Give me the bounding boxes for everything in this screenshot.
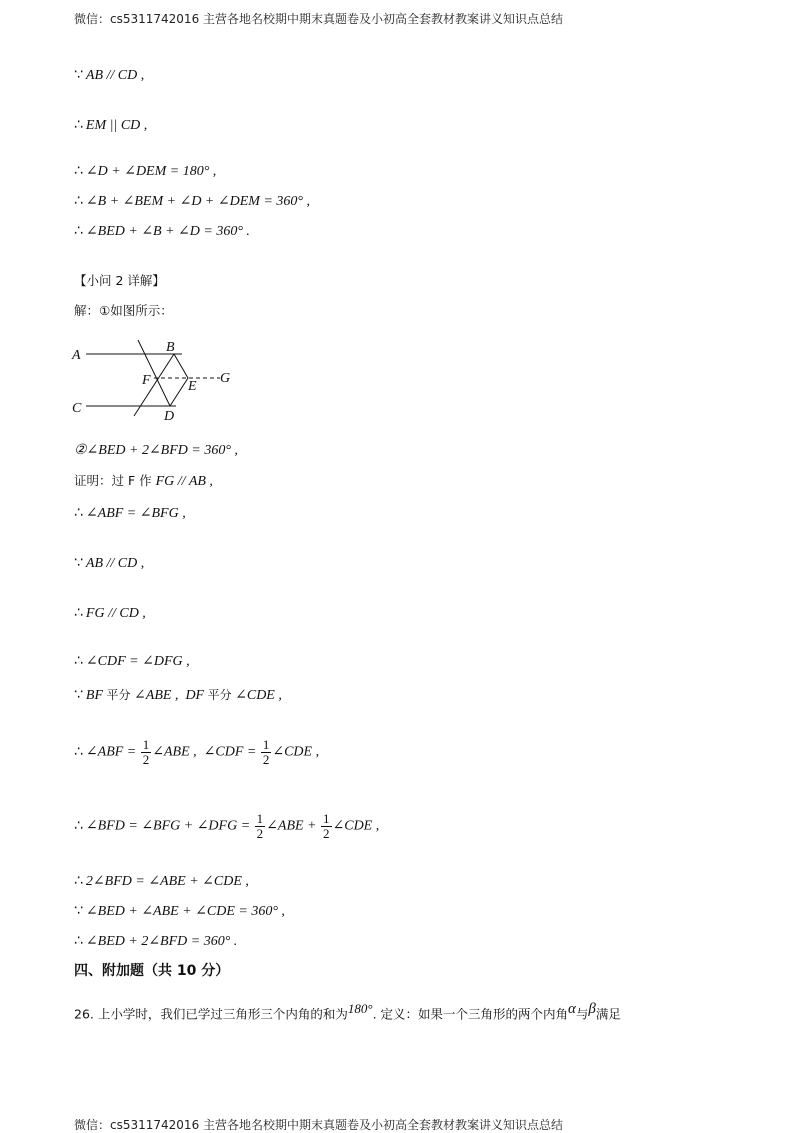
label-b: B	[166, 340, 175, 355]
fraction-one-half: $\frac{1}{2}$	[262, 737, 270, 767]
proof-line-half-angles: ∴ ∠ABF = $\frac{1}{2}$ ∠ABE , ∠CDF = $\frac{1}{2}$ ∠CDE ,	[74, 737, 320, 767]
proof-line-abf-bfg: ∴ ∠ABF = ∠BFG ,	[74, 505, 186, 521]
label-d: D	[164, 409, 175, 424]
fraction-one-half: $\frac{1}{2}$	[323, 811, 330, 841]
label-c: C	[72, 401, 82, 416]
label-e: E	[188, 379, 197, 394]
fraction-one-half: $\frac{1}{2}$	[142, 737, 150, 767]
proof-line-d-dem-180: ∴ ∠D + ∠DEM = 180° ,	[74, 163, 217, 179]
sub-question-2-heading: 【小问 2 详解】	[74, 273, 165, 288]
section-title: 四、附加题（共 10 分）	[74, 963, 230, 979]
page-header: 微信：cs5311742016 主营各地名校期中期末真题卷及小初高全套教材教案讲义知识点总结	[74, 12, 564, 26]
proof-line-bed-360: ∴ ∠BED + ∠B + ∠D = 360° .	[74, 223, 250, 239]
proof-line-cdf-dfg: ∴ ∠CDF = ∠DFG ,	[74, 653, 190, 669]
proof-construction: 证明：过 F 作 FG // AB ,	[74, 473, 213, 489]
proof-line-em-parallel-cd: ∴ EM || CD ,	[74, 117, 148, 133]
page-footer: 微信：cs5311742016 主营各地名校期中期末真题卷及小初高全套教材教案讲义知识点总结	[74, 1118, 564, 1132]
solution-intro: 解：①如图所示：	[74, 303, 173, 318]
proof-line-bisectors: ∵ BF 平分 ∠ABE , DF 平分 ∠CDE ,	[74, 687, 282, 703]
geometry-figure	[70, 338, 250, 424]
proof-line-2bfd: ∴ 2∠BFD = ∠ABE + ∠CDE ,	[74, 873, 249, 889]
segments-be-ed	[170, 354, 188, 406]
proof-line-fg-cd: ∴ FG // CD ,	[74, 605, 146, 621]
line-bf-through-f	[134, 354, 174, 416]
label-f: F	[142, 373, 151, 388]
proof-line-ab-parallel-cd: ∵ AB // CD ,	[74, 67, 145, 83]
question-26: 26. 上小学时，我们已学过三角形三个内角的和为$^{180^\circ}$. 定义：如果一个三角形的两个内角$^\alpha$与$^\beta$满足	[74, 1001, 621, 1022]
proof-line-bfd-sum: ∴ ∠BFD = ∠BFG + ∠DFG = $\frac{1}{2}$ ∠ABE + $\frac{1}{2}$ ∠CDE ,	[74, 811, 380, 841]
proof-line-bed-abe-cde: ∵ ∠BED + ∠ABE + ∠CDE = 360° ,	[74, 903, 285, 919]
label-a: A	[72, 348, 81, 363]
label-g: G	[220, 371, 231, 386]
conclusion-relation: ②∠BED + 2∠BFD = 360° ,	[74, 443, 238, 458]
proof-line-final: ∴ ∠BED + 2∠BFD = 360° .	[74, 933, 238, 949]
proof-line-sum-360: ∴ ∠B + ∠BEM + ∠D + ∠DEM = 360° ,	[74, 193, 310, 209]
proof-line-ab-cd: ∵ AB // CD ,	[74, 555, 145, 571]
fraction-one-half: $\frac{1}{2}$	[256, 811, 264, 841]
